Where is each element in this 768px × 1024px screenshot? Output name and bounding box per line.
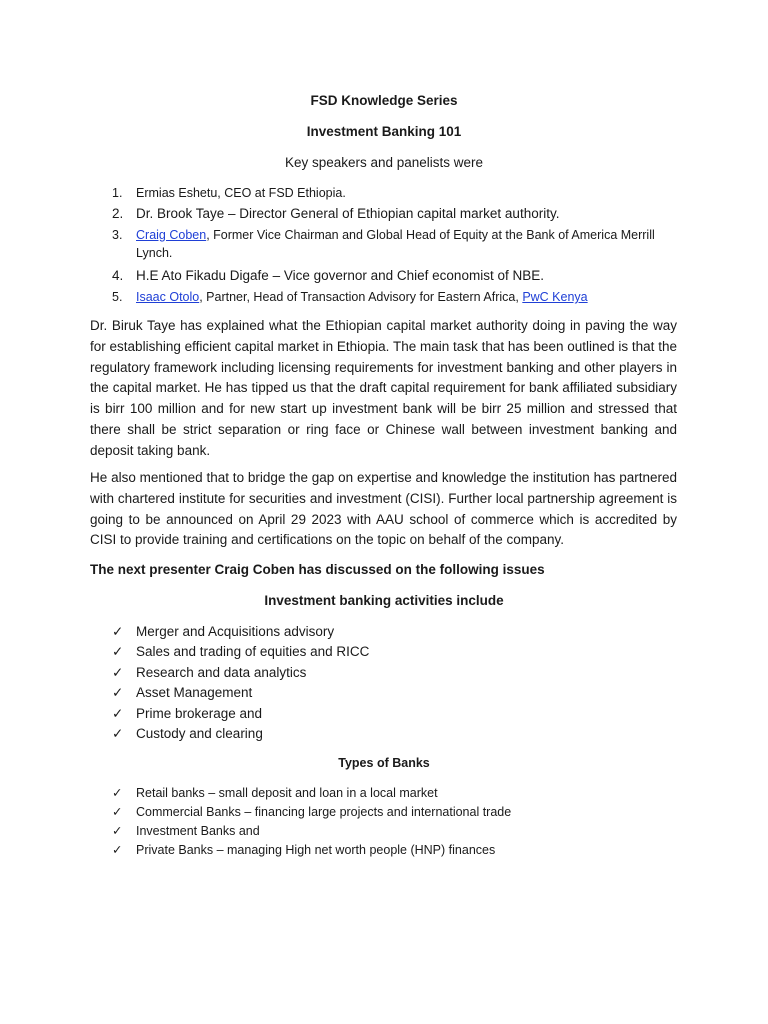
list-number: 3. <box>112 228 123 242</box>
list-item <box>90 267 680 285</box>
paragraph-capital-market: Dr. Biruk Taye has explained what the Ethiopian capital market authority doing in paving the way for establishing efficient capital market in Ethiopia. The main task that has been outlined is that the regulatory framework including licensing requirements for investment banking and other players in the capital market. He has tipped us that the draft capital requirement for bank affiliated subsidiary is birr 100 million and for new start up investment bank will be birr 25 million and stressed that there shall be strict separation or ring face or Chinese wall between investment banking and deposit taking bank. <box>90 318 677 458</box>
list-item <box>112 622 369 642</box>
speaker-link-isaac-otolo[interactable]: Isaac Otolo <box>136 290 200 304</box>
list-number: 2. <box>112 206 124 221</box>
speaker-text: H.E Ato Fikadu Digafe – Vice governor and Chief economist of NBE. <box>136 268 544 283</box>
list-item <box>112 642 369 662</box>
checkmark-icon: ✓ <box>112 805 123 819</box>
speaker-text: , Former Vice Chairman and Global Head of Equity at the Bank of America Merrill Lynch. <box>136 228 655 260</box>
checkmark-icon: ✓ <box>112 644 124 660</box>
activity-text: Custody and clearing <box>136 726 263 742</box>
list-number: 1. <box>112 186 123 200</box>
activities-list <box>112 622 369 744</box>
list-item <box>90 184 680 202</box>
list-number: 5. <box>112 290 123 304</box>
next-presenter-heading: The next presenter Craig Coben has discussed on the following issues <box>90 562 545 577</box>
activity-text: Asset Management <box>136 685 253 701</box>
bank-type-text: Retail banks – small deposit and loan in a local market <box>136 786 438 800</box>
list-item <box>112 663 369 683</box>
list-number: 4. <box>112 268 124 283</box>
checkmark-icon: ✓ <box>112 705 124 721</box>
list-item <box>112 841 511 860</box>
bank-type-text: Private Banks – managing High net worth people (HNP) finances <box>136 843 496 857</box>
list-item <box>90 288 680 306</box>
paragraph-cisi-partnership: He also mentioned that to bridge the gap on expertise and knowledge the institution has partnered with chartered institute for securities and investment (CISI). Further local partnership agreement is going to be announced on April 29 2023 with AAU school of commerce which is accredited by CISI to provide training and certifications on the topic on behalf of the company. <box>90 470 677 548</box>
types-heading: Types of Banks <box>338 756 430 770</box>
list-item <box>112 784 511 803</box>
list-item <box>90 226 680 262</box>
list-item <box>112 822 511 841</box>
speakers-list <box>90 184 680 306</box>
activity-text: Prime brokerage and <box>136 705 263 721</box>
activity-text: Merger and Acquisitions advisory <box>136 624 335 639</box>
speaker-text: Ermias Eshetu, CEO at FSD Ethiopia. <box>136 186 346 200</box>
speaker-text: Dr. Brook Taye – Director General of Ethiopian capital market authority. <box>136 206 560 221</box>
document-title: FSD Knowledge Series <box>310 93 458 108</box>
list-item <box>112 803 511 822</box>
checkmark-icon: ✓ <box>112 685 124 701</box>
activities-heading: Investment banking activities include <box>264 593 504 608</box>
list-item <box>90 205 680 223</box>
checkmark-icon: ✓ <box>112 726 124 742</box>
checkmark-icon: ✓ <box>112 824 123 838</box>
activity-text: Research and data analytics <box>136 664 307 680</box>
checkmark-icon: ✓ <box>112 664 124 680</box>
list-item <box>112 724 369 744</box>
speakers-intro: Key speakers and panelists were <box>284 155 484 170</box>
checkmark-icon: ✓ <box>112 624 124 639</box>
pwc-kenya-link[interactable]: PwC Kenya <box>522 290 588 304</box>
speaker-link-craig-coben[interactable]: Craig Coben <box>136 228 207 242</box>
checkmark-icon: ✓ <box>112 786 123 800</box>
bank-type-text: Investment Banks and <box>136 824 260 838</box>
list-item <box>112 683 369 703</box>
list-item <box>112 704 369 724</box>
bank-types-list <box>112 784 511 860</box>
activity-text: Sales and trading of equities and RICC <box>136 644 370 660</box>
document-subtitle: Investment Banking 101 <box>306 124 462 139</box>
checkmark-icon: ✓ <box>112 843 123 857</box>
speaker-text: , Partner, Head of Transaction Advisory for Eastern Africa, <box>199 290 523 304</box>
bank-type-text: Commercial Banks – financing large projects and international trade <box>136 805 512 819</box>
